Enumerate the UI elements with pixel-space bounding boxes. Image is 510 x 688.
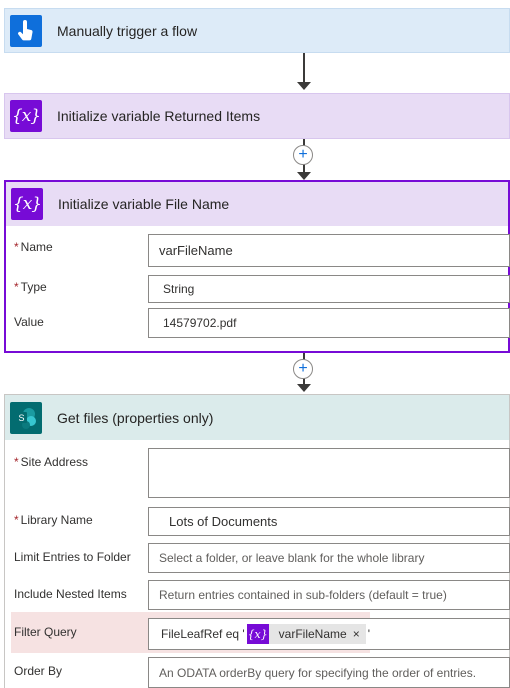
- site-address-field[interactable]: [148, 448, 510, 498]
- type-select[interactable]: String: [148, 275, 510, 303]
- type-label: * Type: [14, 280, 47, 294]
- name-field[interactable]: varFileName: [148, 234, 510, 267]
- filter-query-field[interactable]: [148, 618, 510, 650]
- limit-folder-field[interactable]: Select a folder, or leave blank for the whole library: [148, 543, 510, 573]
- arrowhead: [297, 172, 311, 180]
- connector-arrow: [303, 53, 305, 83]
- limit-folder-label: Limit Entries to Folder: [14, 550, 131, 564]
- trigger-header[interactable]: [5, 9, 509, 52]
- trigger-card[interactable]: [4, 8, 510, 53]
- init-returned-card[interactable]: [4, 93, 510, 139]
- nested-items-field[interactable]: Return entries contained in sub-folders (default = true): [148, 580, 510, 610]
- value-field[interactable]: 14579702.pdf: [148, 308, 510, 338]
- library-name-label: * Library Name: [14, 513, 93, 527]
- init-returned-title: Initialize variable Returned Items: [57, 108, 261, 124]
- add-step-button[interactable]: +: [293, 359, 313, 379]
- filter-query-suffix: ': [367, 627, 370, 641]
- get-files-title: Get files (properties only): [57, 409, 214, 426]
- library-name-select[interactable]: Lots of Documents: [148, 507, 510, 536]
- filter-query-prefix: FileLeafRef eq ': [161, 627, 245, 641]
- name-label: * Name: [14, 240, 53, 254]
- svg-text:S: S: [18, 412, 25, 423]
- close-icon[interactable]: ×: [352, 627, 360, 641]
- site-address-label: * Site Address: [14, 455, 89, 469]
- value-label: Value: [14, 315, 44, 329]
- order-by-field[interactable]: An ODATA orderBy query for specifying the order of entries.: [148, 657, 510, 688]
- init-file-header[interactable]: [6, 182, 508, 226]
- get-files-header[interactable]: [5, 395, 509, 440]
- trigger-title: Manually trigger a flow: [57, 22, 198, 39]
- init-file-title: Initialize variable File Name: [58, 196, 230, 212]
- sharepoint-icon: [10, 402, 42, 434]
- nested-items-label: Include Nested Items: [14, 587, 127, 601]
- variable-icon: {x}: [247, 624, 269, 644]
- init-returned-header[interactable]: [5, 94, 509, 138]
- order-by-label: Order By: [14, 664, 63, 678]
- touch-hand-icon: [10, 15, 42, 47]
- add-step-button[interactable]: +: [293, 145, 313, 165]
- variable-icon: {x}: [11, 188, 43, 220]
- filter-query-label: Filter Query: [14, 625, 77, 639]
- variable-icon: {x}: [10, 100, 42, 132]
- arrowhead: [297, 82, 311, 90]
- variable-token[interactable]: [247, 624, 366, 644]
- arrowhead: [297, 384, 311, 392]
- token-label: varFileName: [278, 627, 347, 641]
